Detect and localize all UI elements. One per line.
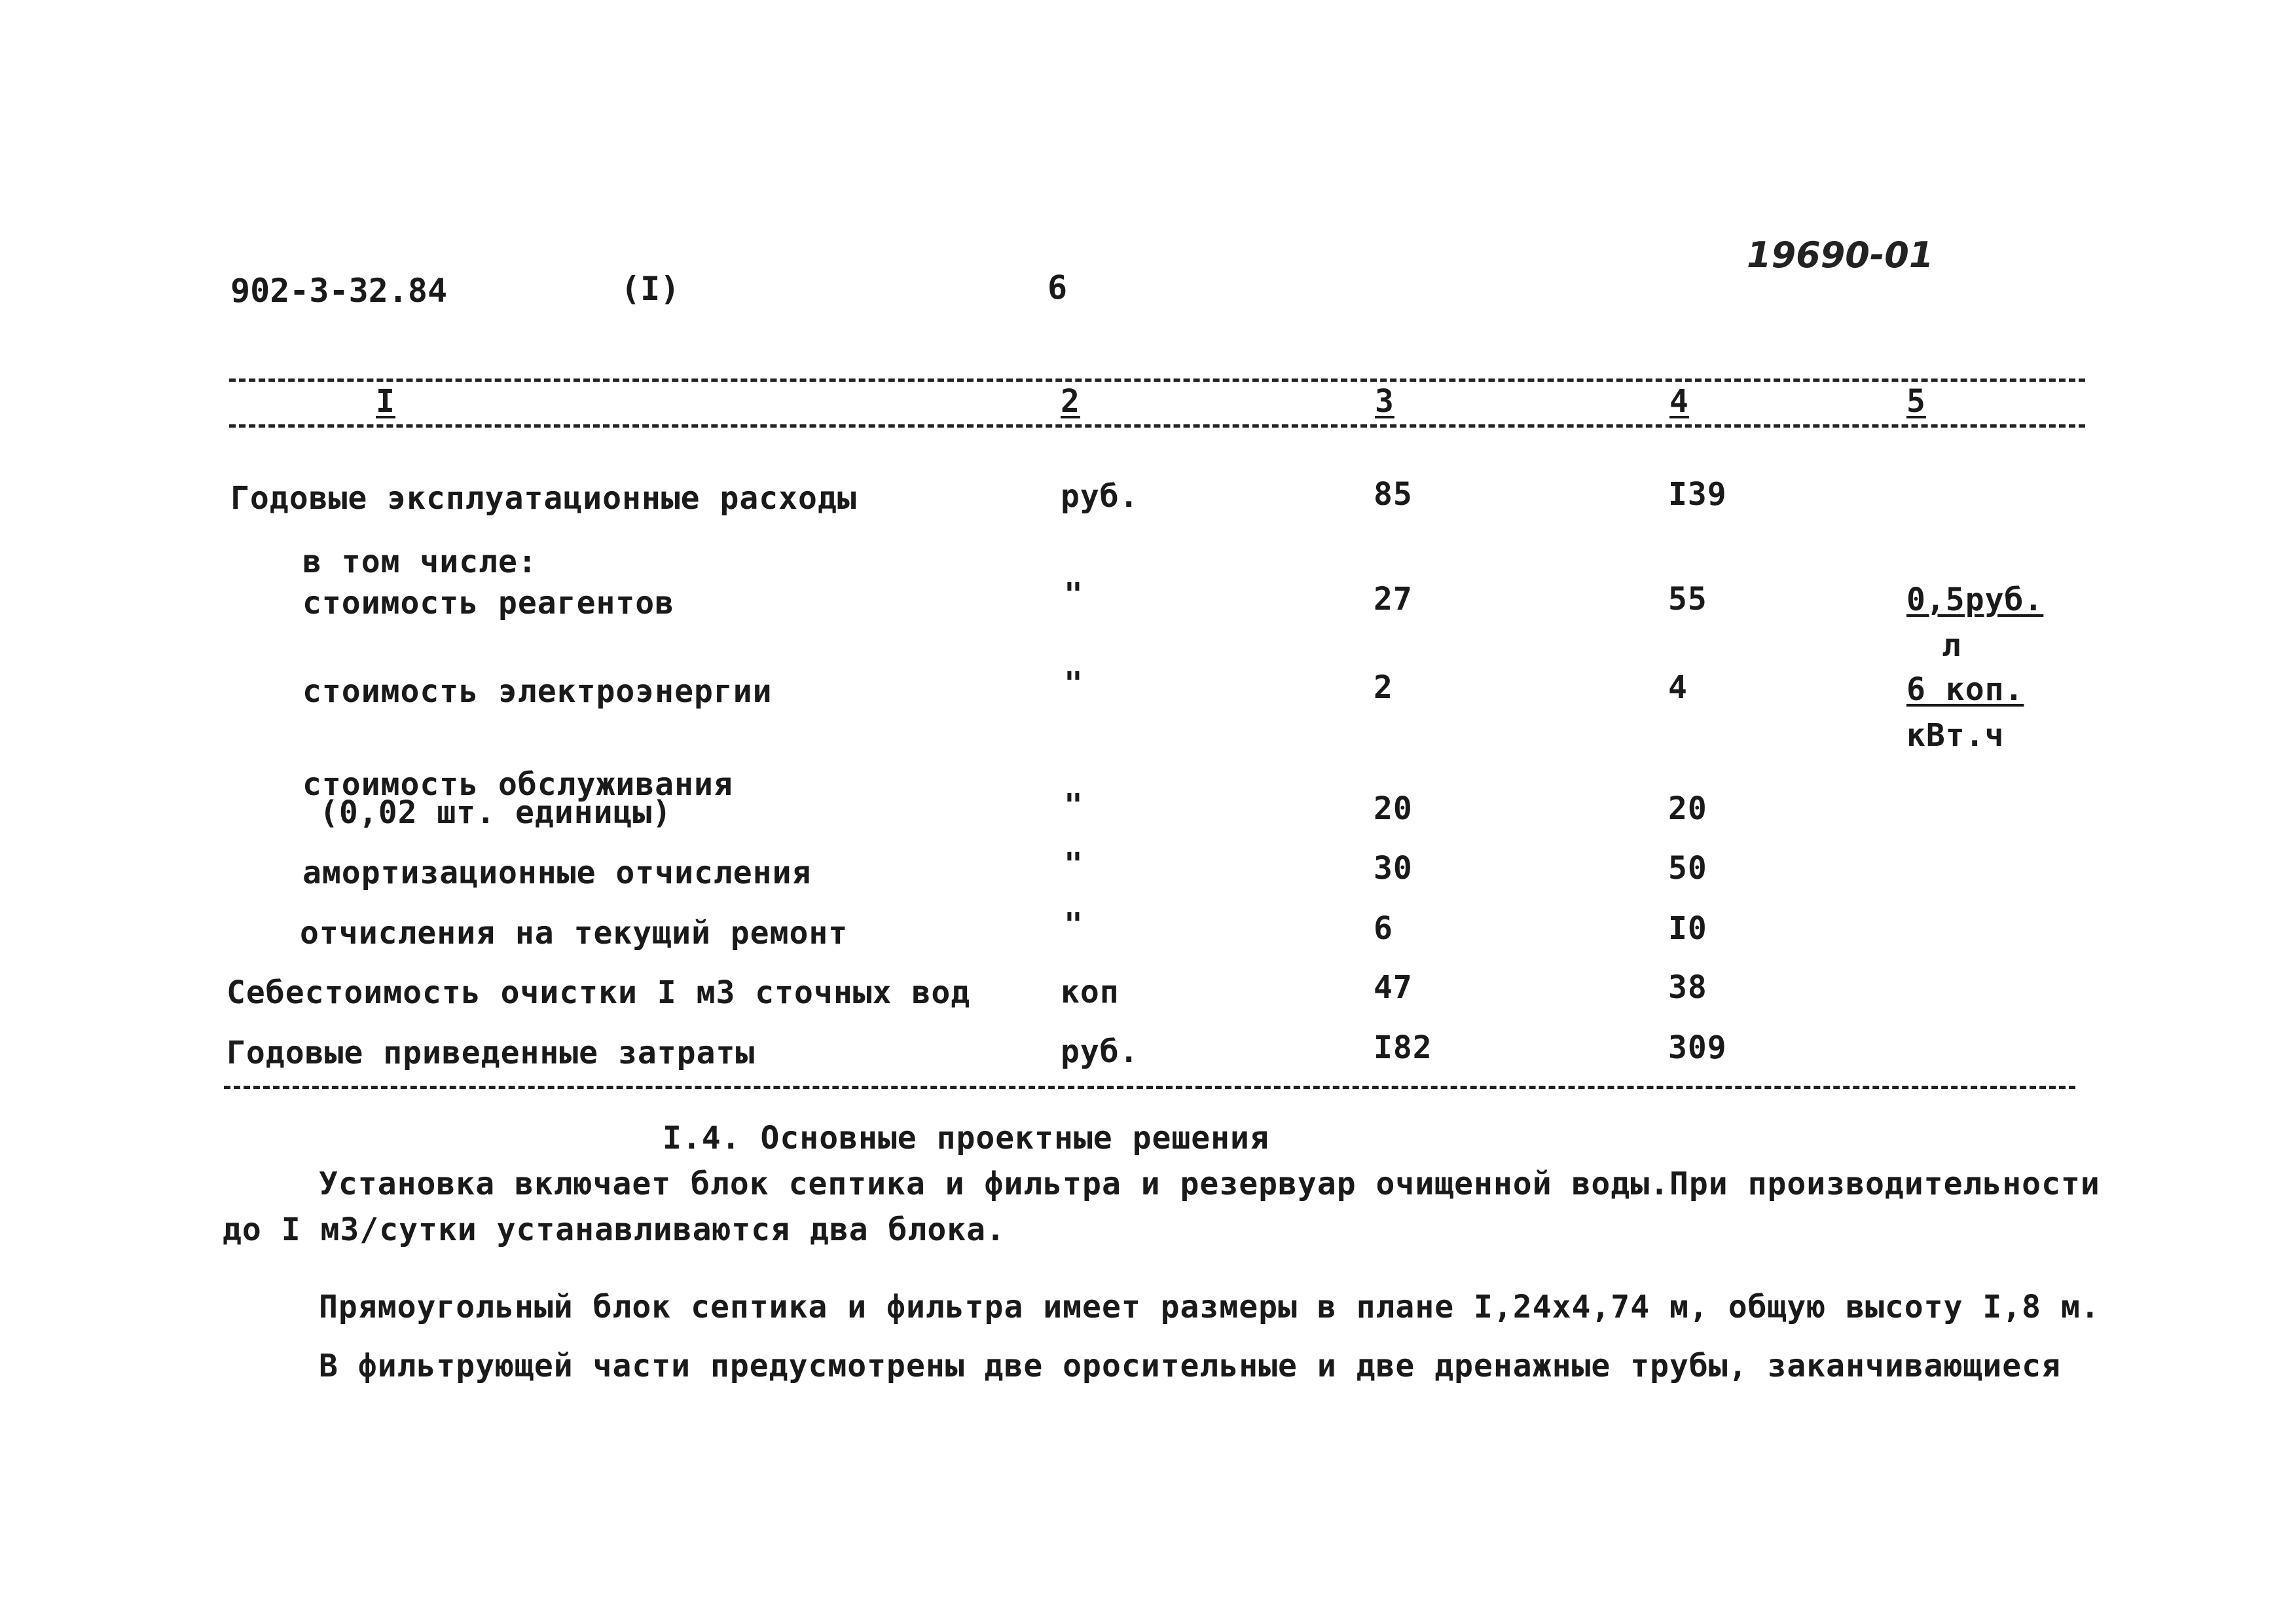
table-row-value-col3: 20 xyxy=(1374,790,1413,827)
page-number: 6 xyxy=(1048,268,1068,306)
table-row-value-col3: 27 xyxy=(1374,581,1413,618)
table-row-unit: " xyxy=(1064,906,1084,943)
column-number-1: I xyxy=(376,383,395,420)
reagent-unit-rate-denominator: л xyxy=(1942,627,1961,664)
table-row-label: Себестоимость очистки I м3 сточных вод xyxy=(227,974,971,1011)
table-row-label: стоимость электроэнергии xyxy=(302,673,773,710)
paragraph-1-line-2: до I м3/сутки устанавливаются два блока. xyxy=(223,1211,1006,1248)
table-row-unit: руб. xyxy=(1061,1033,1139,1070)
table-row-unit: " xyxy=(1064,665,1084,702)
table-row-label: стоимость реагентов xyxy=(302,585,675,621)
handwritten-inventory-number: 19690-01 xyxy=(1747,234,1934,276)
table-row-value-col4: I39 xyxy=(1668,476,1727,513)
table-row-unit: " xyxy=(1064,787,1084,824)
table-header-rule xyxy=(229,424,2085,428)
table-row-value-col3: 30 xyxy=(1374,850,1413,887)
table-row-value-col3: 47 xyxy=(1374,969,1413,1006)
table-row-value-col4: 50 xyxy=(1668,850,1707,887)
table-row-value-col3: 6 xyxy=(1374,910,1393,947)
table-row-label: амортизационные отчисления xyxy=(302,855,812,891)
table-row-label: в том числе: xyxy=(302,544,538,580)
table-row-unit: коп xyxy=(1061,974,1120,1010)
electricity-unit-rate-denominator: кВт.ч xyxy=(1906,717,2005,754)
column-number-3: 3 xyxy=(1375,383,1394,420)
table-bottom-rule xyxy=(224,1086,2075,1089)
table-row-label: стоимость обслуживания xyxy=(302,766,733,803)
table-row-value-col4: 20 xyxy=(1668,790,1707,827)
table-row-label: Годовые эксплуатационные расходы xyxy=(230,480,857,517)
table-row-label: Годовые приведенные затраты xyxy=(227,1035,756,1071)
column-number-4: 4 xyxy=(1669,383,1689,420)
table-row-value-col4: I0 xyxy=(1668,910,1707,947)
table-row-value-col3: 85 xyxy=(1374,476,1413,513)
table-row-value-col3: 2 xyxy=(1374,669,1393,706)
table-row-unit: руб. xyxy=(1061,478,1139,515)
document-part: (I) xyxy=(621,270,680,308)
table-row-value-col4: 4 xyxy=(1668,669,1688,706)
table-row-value-col4: 55 xyxy=(1668,581,1707,618)
table-row-label: отчисления на текущий ремонт xyxy=(300,915,848,951)
table-row-value-col4: 38 xyxy=(1668,969,1707,1006)
table-row-unit: " xyxy=(1064,846,1084,883)
table-row-value-col3: I82 xyxy=(1374,1029,1432,1066)
table-top-rule xyxy=(229,378,2085,382)
table-row-unit: " xyxy=(1064,576,1084,613)
table-row-label-continuation: (0,02 шт. единицы) xyxy=(319,794,672,831)
column-number-5: 5 xyxy=(1906,383,1926,420)
document-code: 902-3-32.84 xyxy=(230,272,448,310)
electricity-unit-rate-numerator: 6 коп. xyxy=(1906,671,2024,708)
paragraph-2: Прямоугольный блок септика и фильтра имеет размеры в плане I,24x4,74 м, общую высоту I,8 м. xyxy=(319,1289,2100,1325)
reagent-unit-rate-numerator: 0,5руб. xyxy=(1906,581,2044,618)
table-row-value-col4: 309 xyxy=(1668,1029,1727,1066)
column-number-2: 2 xyxy=(1061,383,1080,420)
section-title: I.4. Основные проектные решения xyxy=(663,1120,1269,1156)
paragraph-3: В фильтрующей части предусмотрены две оросительные и две дренажные трубы, заканчивающиеся xyxy=(319,1348,2061,1384)
paragraph-1-line-1: Установка включает блок септика и фильтра и резервуар очищенной воды.При производительности xyxy=(319,1166,2100,1202)
